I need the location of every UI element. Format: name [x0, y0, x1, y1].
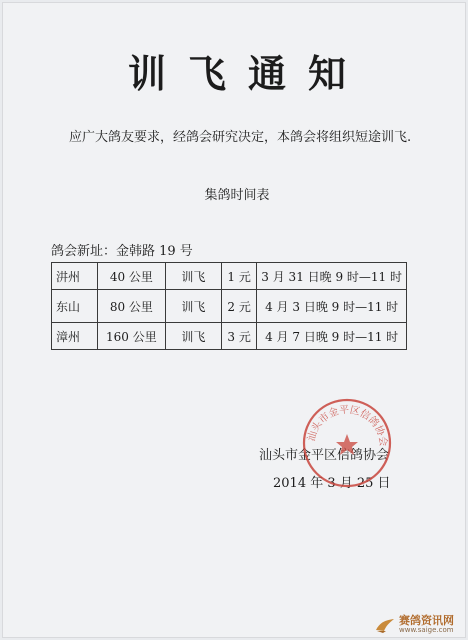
- notice-intro: 应广大鸽友要求，经鸽会研究决定，本鸽会将组织短途训飞.: [69, 130, 412, 145]
- cell-fee: 2 元: [221, 290, 256, 323]
- schedule-title: 集鸽时间表: [204, 188, 270, 203]
- cell-distance: 160 公里: [97, 323, 165, 350]
- issuing-organization: 汕头市金平区信鸽协会: [259, 448, 390, 463]
- watermark-url: www.saige.com: [399, 625, 454, 634]
- schedule-table: [51, 262, 407, 350]
- official-seal-stamp: [300, 396, 394, 490]
- cell-type: 训飞: [165, 263, 221, 290]
- cell-type: 训飞: [165, 290, 221, 323]
- cell-distance: 40 公里: [97, 263, 165, 290]
- watermark-name: 赛鸽资讯网: [399, 614, 454, 628]
- issue-date: 2014 年 3 月 25 日: [273, 476, 391, 491]
- site-watermark: [374, 615, 454, 634]
- seal-star-icon: [336, 434, 358, 455]
- notice-title: 训飞通知: [127, 52, 368, 96]
- cell-time: 3 月 31 日晚 9 时—11 时: [257, 263, 407, 290]
- pigeon-logo-icon: [374, 616, 396, 634]
- cell-city: 汫州: [52, 263, 98, 290]
- club-address: 鸽会新址：金韩路 19 号: [51, 244, 193, 259]
- cell-fee: 3 元: [221, 323, 256, 350]
- cell-fee: 1 元: [221, 263, 256, 290]
- notice-paper: [2, 2, 466, 638]
- cell-time: 4 月 7 日晚 9 时—11 时: [257, 323, 407, 350]
- table-row: [52, 263, 407, 290]
- table-row: [52, 323, 407, 350]
- cell-city: 东山: [52, 290, 98, 323]
- table-row: [52, 290, 407, 323]
- cell-distance: 80 公里: [97, 290, 165, 323]
- cell-type: 训飞: [165, 323, 221, 350]
- cell-time: 4 月 3 日晚 9 时—11 时: [257, 290, 407, 323]
- seal-text: 汕头市金平区信鸽协会: [306, 404, 389, 448]
- cell-city: 漳州: [52, 323, 98, 350]
